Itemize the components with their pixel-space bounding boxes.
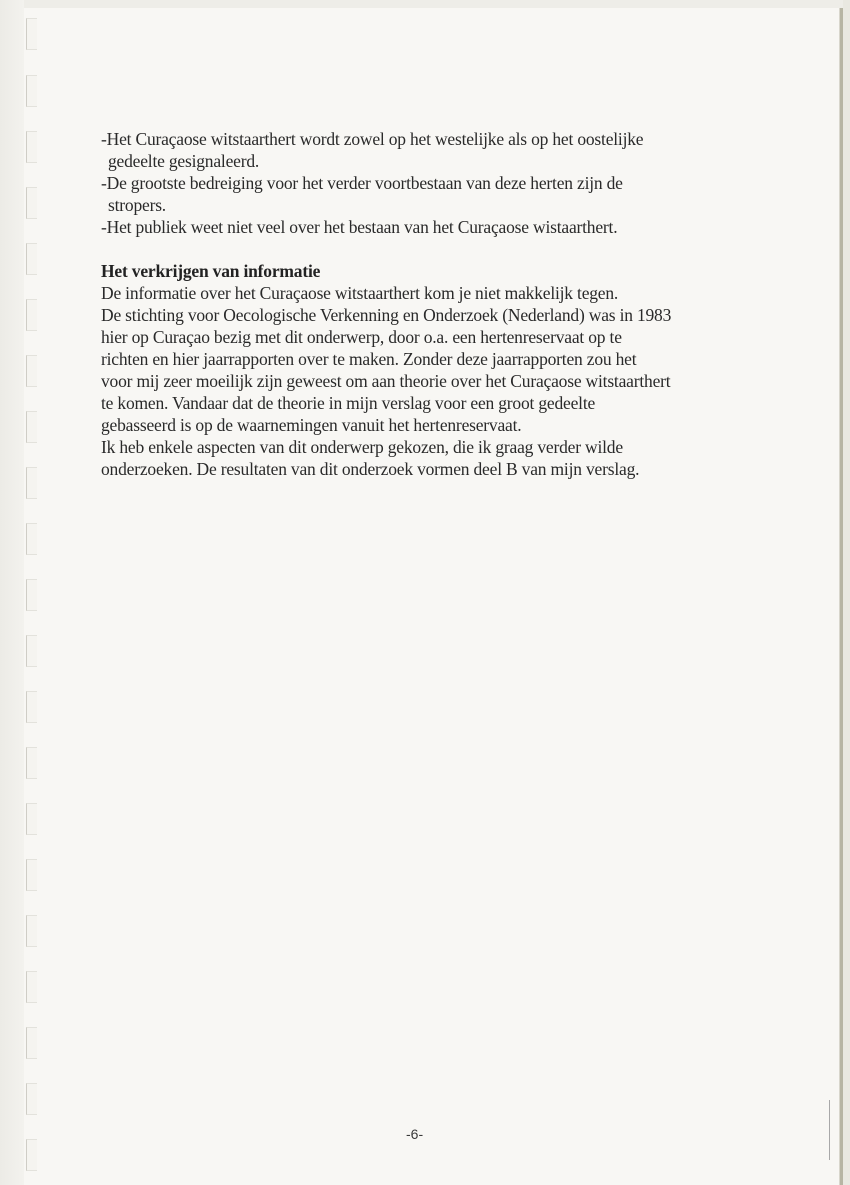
- bullet-line: -Het publiek weet niet veel over het bestaan van het Curaçaose wistaarthert.: [101, 217, 618, 237]
- binding-hole: [26, 467, 37, 499]
- binding-hole: [26, 131, 37, 163]
- scan-mark: [829, 1100, 830, 1160]
- binding-hole: [26, 1027, 37, 1059]
- binding-hole: [26, 1083, 37, 1115]
- page-edge-shadow: [843, 0, 850, 1185]
- binding-hole: [26, 18, 37, 50]
- bullet-line: gedeelte gesignaleerd.: [108, 151, 260, 171]
- binding-hole: [26, 523, 37, 555]
- binding-hole: [26, 859, 37, 891]
- binding-hole: [26, 355, 37, 387]
- document-body: [101, 128, 761, 480]
- paragraph-line: voor mij zeer moeilijk zijn geweest om aan theorie over het Curaçaose witstaarthert: [101, 371, 671, 391]
- paragraph-line: gebasseerd is op de waarnemingen vanuit het hertenreservaat.: [101, 415, 522, 435]
- paragraph-line: onderzoeken. De resultaten van dit onderzoek vormen deel B van mijn verslag.: [101, 459, 640, 479]
- binding-hole: [26, 635, 37, 667]
- binding-hole: [26, 187, 37, 219]
- binding-hole: [26, 803, 37, 835]
- binding-strip: [0, 0, 24, 1185]
- binding-hole: [26, 1139, 37, 1171]
- binding-hole: [26, 411, 37, 443]
- bullet-item: [101, 172, 761, 216]
- paragraph-line: Ik heb enkele aspecten van dit onderwerp gekozen, die ik graag verder wilde: [101, 437, 623, 457]
- binding-hole: [26, 747, 37, 779]
- binding-hole: [26, 915, 37, 947]
- paragraph-line: te komen. Vandaar dat de theorie in mijn verslag voor een groot gedeelte: [101, 393, 596, 413]
- section-paragraph: [101, 282, 761, 480]
- binding-hole: [26, 243, 37, 275]
- paragraph-line: De stichting voor Oecologische Verkenning en Onderzoek (Nederland) was in 1983: [101, 305, 672, 325]
- page-number: -6-: [406, 1126, 424, 1142]
- section-heading: Het verkrijgen van informatie: [101, 261, 321, 281]
- binding-hole: [26, 579, 37, 611]
- bullet-line: -Het Curaçaose witstaarthert wordt zowel op het westelijke als op het oostelijke: [101, 129, 644, 149]
- bullet-list: [101, 128, 761, 238]
- bullet-line: stropers.: [108, 195, 166, 215]
- binding-hole: [26, 75, 37, 107]
- paragraph-line: De informatie over het Curaçaose witstaarthert kom je niet makkelijk tegen.: [101, 283, 619, 303]
- paragraph-line: hier op Curaçao bezig met dit onderwerp, door o.a. een hertenreservaat op te: [101, 327, 622, 347]
- bullet-line: -De grootste bedreiging voor het verder voortbestaan van deze herten zijn de: [101, 173, 623, 193]
- binding-hole: [26, 971, 37, 1003]
- bullet-item: [101, 128, 761, 172]
- binding-hole: [26, 691, 37, 723]
- binding-hole: [26, 299, 37, 331]
- paragraph-line: richten en hier jaarrapporten over te maken. Zonder deze jaarrapporten zou het: [101, 349, 637, 369]
- bullet-item: [101, 216, 761, 238]
